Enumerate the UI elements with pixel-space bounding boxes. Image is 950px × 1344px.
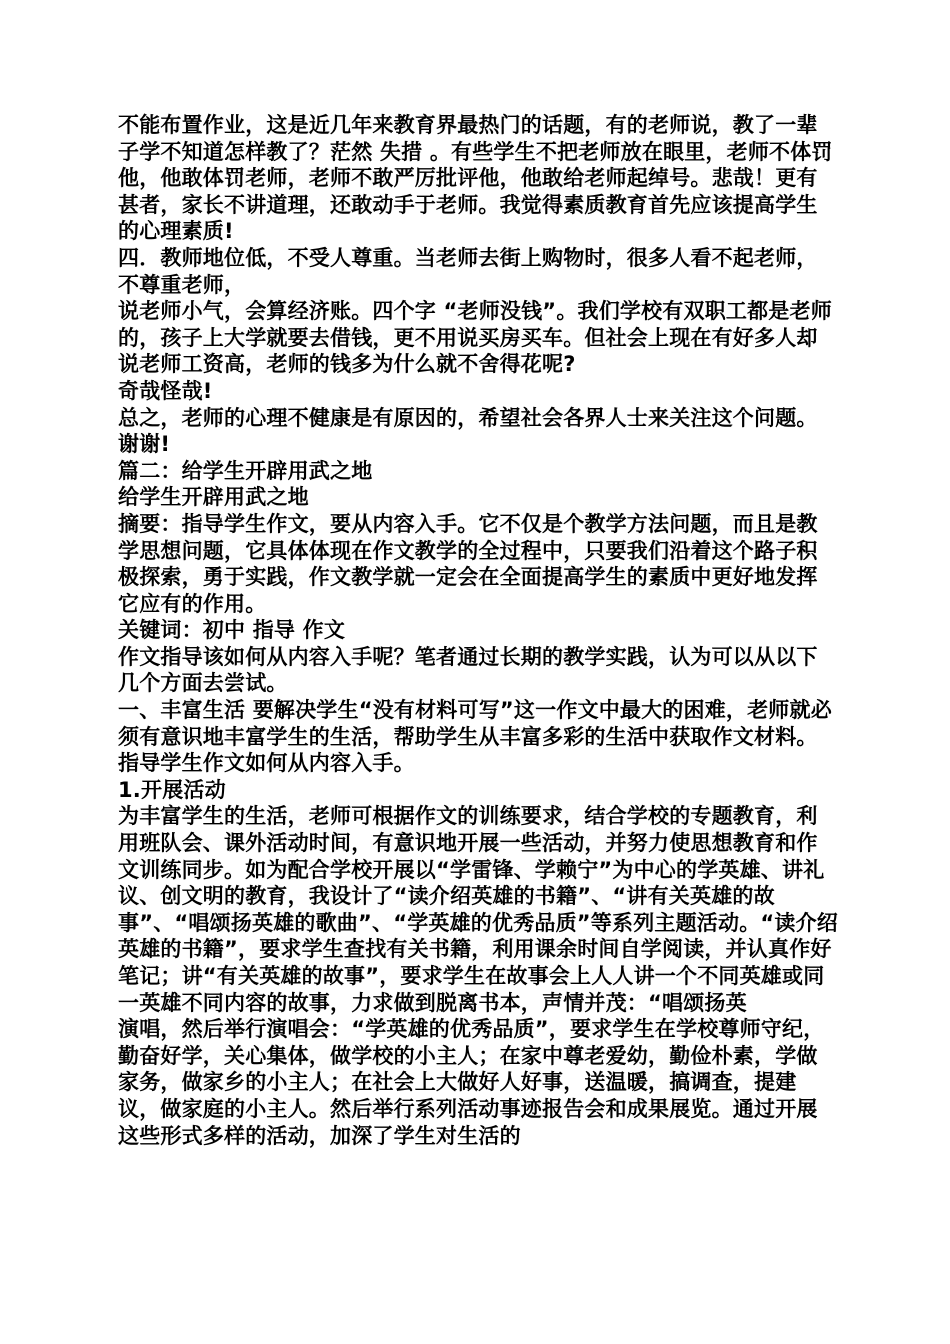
- paragraph-activities: 为丰富学生的生活，老师可根据作文的训练要求，结合学校的专题教育，利用班队会、课外活动时间，有意识地开展一些活动，并努力使思想教育和作文训练同步。如为配合学校开展以“学雷锋、学赖宁”为中心的学英雄、讲礼议、创文明的教育，我设计了“读介绍英雄的书籍”、“讲有关英雄的故事”、“唱颂扬英雄的歌曲”、“学英雄的优秀品质”等系列主题活动。“读介绍英雄的书籍”，要求学生查找有关书籍，利用课余时间自学阅读，并认真作好笔记；讲“有关英雄的故事”，要求学生在故事会上人人讲一个不同英雄或同一英雄不同内容的故事，力求做到脱离书本，声情并茂：“唱颂扬英: [118, 804, 839, 1015]
- abstract: 摘要：指导学生作文，要从内容入手。它不仅是个教学方法问题，而且是教学思想问题，它具体体现在作文教学的全过程中，只要我们沿着这个路子积极探索，勇于实践，作文教学就一定会在全面提高学生的素质中更好地发挥它应有的作用。: [118, 511, 818, 616]
- paragraph-intro: 作文指导该如何从内容入手呢？笔者通过长期的教学实践，认为可以从以下几个方面去尝试。: [118, 644, 818, 696]
- article-title: 给学生开辟用武之地: [118, 485, 309, 510]
- paragraph-1: 不能布置作业，这是近几年来教育界最热门的话题，有的老师说，教了一辈子学不知道怎样教了？茫然 失措 。有些学生不把老师放在眼里，老师不体罚他，他敢体罚老师，老师不敢严厉批评他，他敢给老师起绰号。悲哉！更有甚者，家长不讲道理，还敢动手于老师。我觉得素质教育首先应该提高学生的心理素质!: [118, 113, 833, 244]
- paragraph-5: 总之，老师的心理不健康是有原因的，希望社会各界人士来关注这个问题。谢谢!: [118, 405, 818, 457]
- paragraph-2: 四．教师地位低，不受人尊重。当老师去街上购物时，很多人看不起老师，不尊重老师，: [118, 245, 818, 297]
- paragraph-4: 奇哉怪哉!: [118, 378, 213, 403]
- paragraph-3: 说老师小气，会算经济账。四个字 “老师没钱”。我们学校有双职工都是老师的，孩子上大学就要去借钱，更不用说买房买车。但社会上现在有好多人却说老师工资高，老师的钱多为什么就不舍得花呢?: [118, 299, 832, 377]
- paragraph-final: 演唱，然后举行演唱会：“学英雄的优秀品质”，要求学生在学校尊师守纪，勤奋好学，关心集体，做学校的小主人；在家中尊老爱幼，勤俭朴素，学做家务，做家乡的小主人；在社会上大做好人好事，送温暖，搞调查，提建议，做家庭的小主人。然后举行系列活动事迹报告会和成果展览。通过开展这些形式多样的活动，加深了学生对生活的: [118, 1017, 825, 1148]
- subheading-activities: 1.开展活动: [118, 777, 226, 802]
- section-heading: 篇二：给学生开辟用武之地: [118, 458, 373, 483]
- document-body: [118, 112, 838, 1149]
- keywords: 关键词：初中 指导 作文: [118, 618, 346, 643]
- paragraph-section-1: 一、丰富生活 要解决学生“没有材料可写”这一作文中最大的困难，老师就必须有意识地丰富学生的生活，帮助学生从丰富多彩的生活中获取作文材料。指导学生作文如何从内容入手。: [118, 698, 832, 776]
